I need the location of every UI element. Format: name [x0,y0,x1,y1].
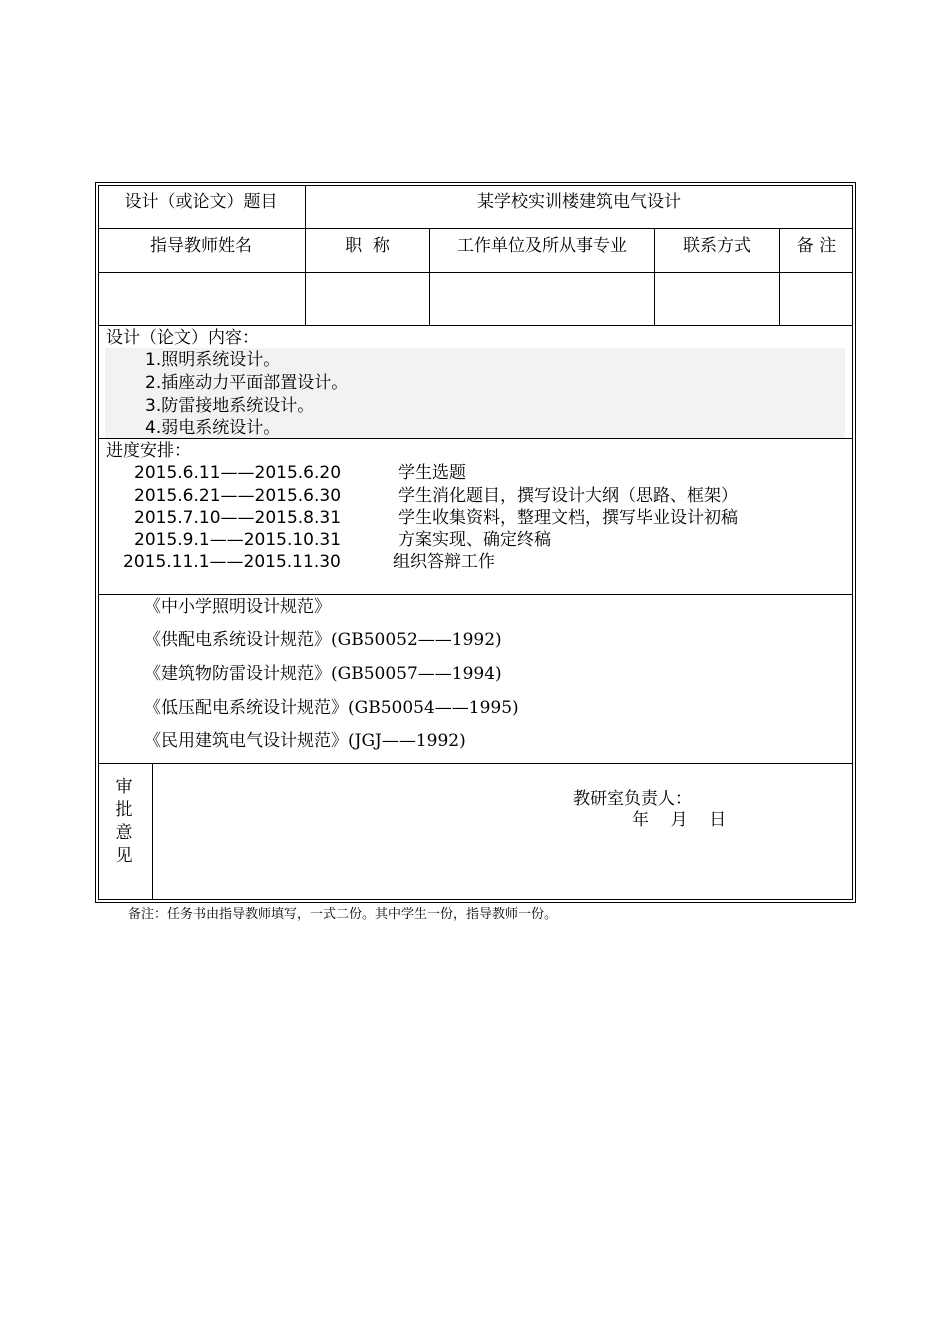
header-remarks: 备 注 [796,236,837,256]
schedule-date: 2015.9.1——2015.10.31 [134,530,342,550]
schedule-task: 学生选题 [398,463,466,483]
reference-item [144,698,519,718]
row-line [98,899,853,900]
approval-char: 批 [115,800,133,820]
schedule-task: 学生消化题目，撰写设计大纲（思路、框架） [398,486,738,506]
approval-date-line: 年 月 日 [632,810,727,830]
reference-item [144,664,502,684]
header-title: 职 称 [345,236,390,256]
column-line [98,185,99,900]
design-content-label: 设计（论文）内容： [106,328,259,348]
row-line [98,594,853,595]
reference-code: (GB50057——1994) [331,664,502,684]
reference-name: 《中小学照明设计规范》 [144,597,331,617]
content-item: 2.插座动力平面部置设计。 [145,373,349,393]
approval-char: 意 [115,823,133,843]
design-title-value: 某学校实训楼建筑电气设计 [477,192,681,212]
department-responsible-label: 教研室负责人： [573,789,692,809]
approval-char: 审 [115,777,133,797]
reference-name: 《民用建筑电气设计规范》 [144,731,348,751]
approval-label [110,776,138,868]
row-line [98,185,853,186]
schedule-label: 进度安排： [106,441,191,461]
row-line [98,325,853,326]
reference-name: 《供配电系统设计规范》 [144,630,331,650]
reference-code: (GB50052——1992) [331,630,502,650]
schedule-date: 2015.11.1——2015.11.30 [123,552,341,572]
row-line [98,438,853,439]
schedule-date: 2015.6.11——2015.6.20 [134,463,342,483]
schedule-date: 2015.7.10——2015.8.31 [134,508,342,528]
schedule-task: 方案实现、确定终稿 [398,530,551,550]
header-contact: 联系方式 [683,236,751,256]
reference-item [144,597,331,617]
design-title-label: 设计（或论文）题目 [124,192,278,212]
reference-code: (GB50054——1995) [348,698,519,718]
footer-note: 备注：任务书由指导教师填写，一式二份。其中学生一份，指导教师一份。 [128,907,558,922]
reference-name: 《建筑物防雷设计规范》 [144,664,331,684]
content-item: 3.防雷接地系统设计。 [145,396,315,416]
column-line [152,763,153,899]
schedule-task: 组织答辩工作 [393,552,495,572]
schedule-date: 2015.6.21——2015.6.30 [134,486,342,506]
column-line [852,185,853,900]
reference-item [144,731,466,751]
row-line [98,763,853,764]
row-line [98,272,853,273]
content-item: 4.弱电系统设计。 [145,418,281,438]
reference-code: (JGJ——1992) [348,731,466,751]
approval-char: 见 [115,846,133,866]
header-teacher-name: 指导教师姓名 [150,236,252,256]
content-item: 1.照明系统设计。 [145,350,281,370]
reference-name: 《低压配电系统设计规范》 [144,698,348,718]
header-workplace-major: 工作单位及所从事专业 [457,236,627,256]
row-line [98,228,853,229]
schedule-task: 学生收集资料，整理文档，撰写毕业设计初稿 [398,508,738,528]
reference-item [144,630,502,650]
